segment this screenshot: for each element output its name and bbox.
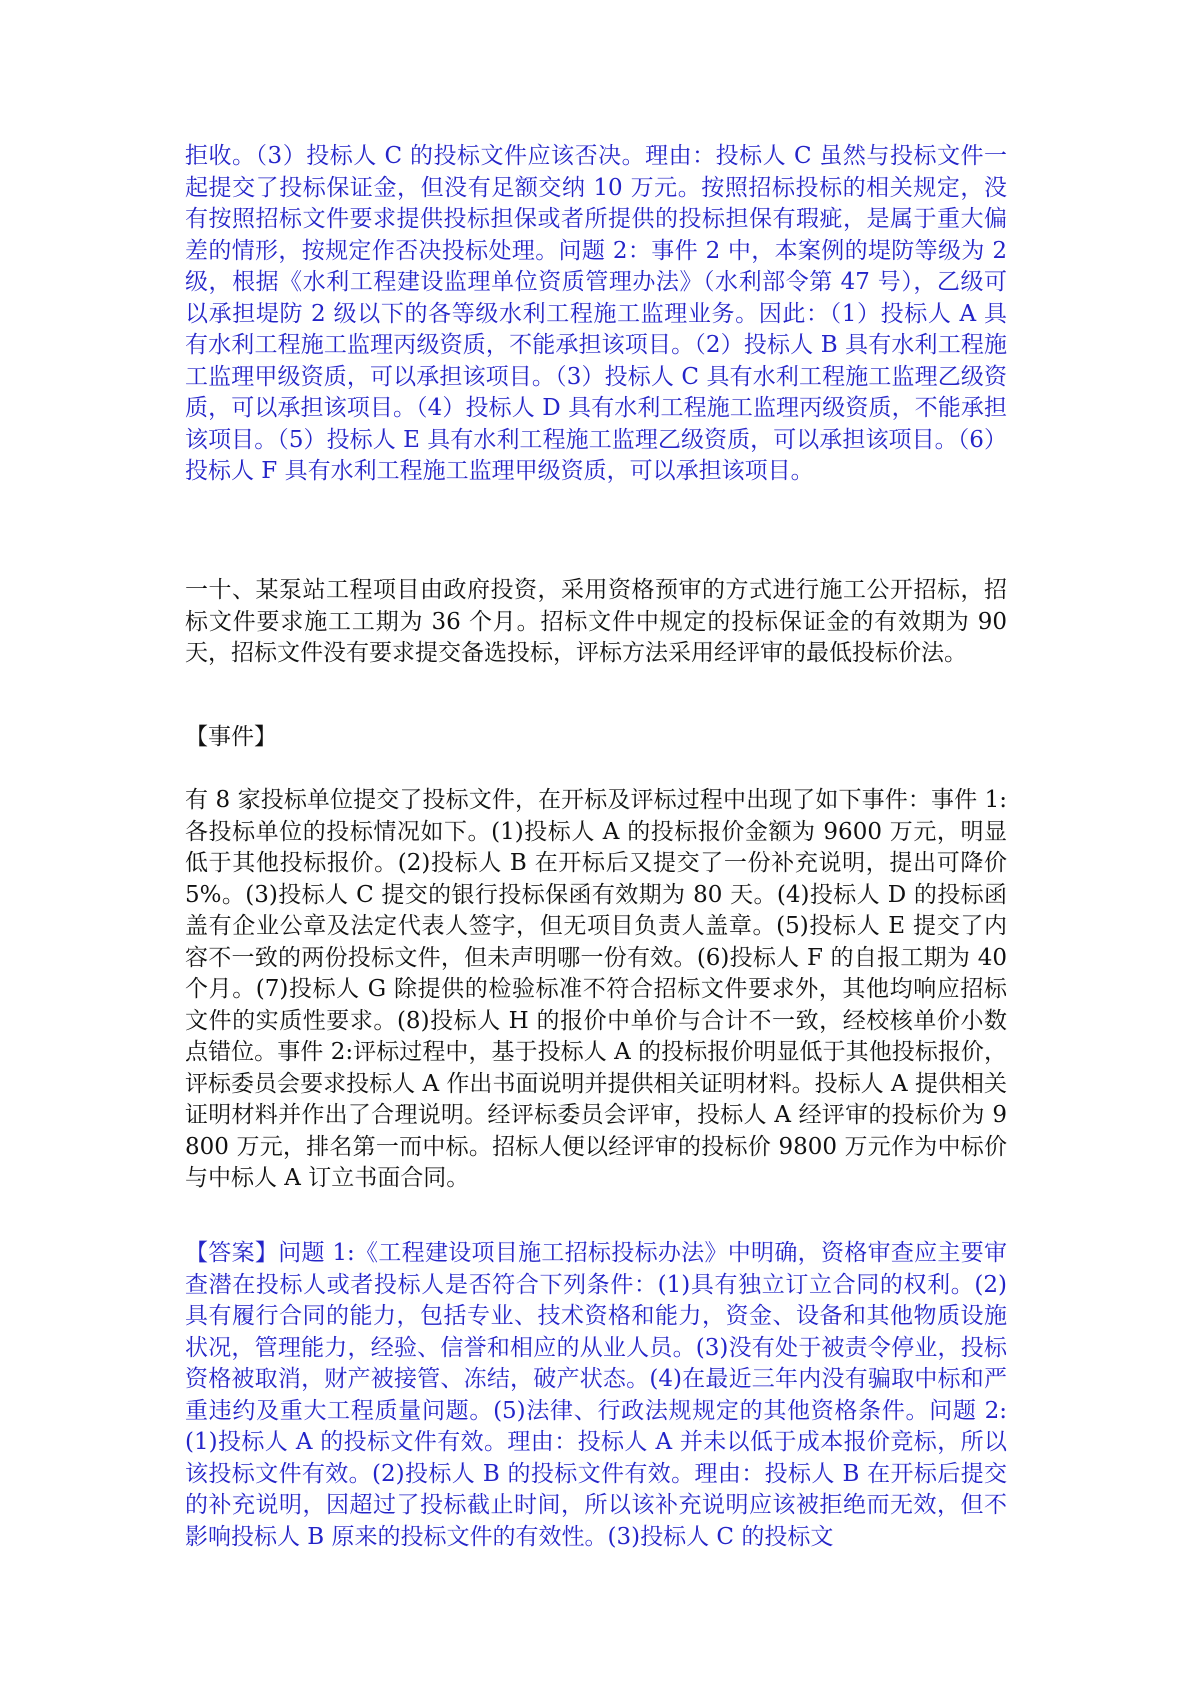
answer-label: 【答案】 xyxy=(185,1240,279,1266)
answer-paragraph xyxy=(185,1238,1007,1553)
question-ten-intro-paragraph: 一十、某泵站工程项目由政府投资，采用资格预审的方式进行施工公开招标，招标文件要求施工工期为 36 个月。招标文件中规定的投标保证金的有效期为 90 天，招标文件没有要求提交备选投标，评标方法采用经评审的最低投标价法。 xyxy=(185,577,1007,666)
answer-body-text: 问题 1:《工程建设项目施工招标投标办法》中明确，资格审查应主要审查潜在投标人或者投标人是否符合下列条件：(1)具有独立订立合同的权利。(2)具有履行合同的能力，包括专业、技术资格和能力，资金、设备和其他物质设施状况，管理能力，经验、信誉和相应的从业人员。(3)没有处于被责令停业，投标资格被取消，财产被接管、冻结，破产状态。(4)在最近三年内没有骗取中标和严重违约及重大工程质量问题。(5)法律、行政法规规定的其他资格条件。问题 2:(1)投标人 A 的投标文件有效。理由：投标人 A 并未以低于成本报价竞标，所以该投标文件有效。(2)投标人 B 的投标文件有效。理由：投标人 B 在开标后提交的补充说明，因超过了投标截止时间，所以该补充说明应该被拒绝而无效，但不影响投标人 B 原来的投标文件的有效性。(3)投标人 C 的投标文 xyxy=(185,1240,1008,1550)
answer-continuation-paragraph: 拒收。（3）投标人 C 的投标文件应该否决。理由：投标人 C 虽然与投标文件一起提交了投标保证金，但没有足额交纳 10 万元。按照招标投标的相关规定，没有按照招标文件要求提供投标担保或者所提供的投标担保有瑕疵，是属于重大偏差的情形，按规定作否决投标处理。问题 2：事件 2 中，本案例的堤防等级为 2 级，根据《水利工程建设监理单位资质管理办法》（水利部令第 47 号），乙级可以承担堤防 2 级以下的各等级水利工程施工监理业务。因此：（1）投标人 A 具有水利工程施工监理丙级资质，不能承担该项目。（2）投标人 B 具有水利工程施工监理甲级资质，可以承担该项目。（3）投标人 C 具有水利工程施工监理乙级资质，可以承担该项目。（4）投标人 D 具有水利工程施工监理丙级资质，不能承担该项目。（5）投标人 E 具有水利工程施工监理乙级资质，可以承担该项目。（6）投标人 F 具有水利工程施工监理甲级资质，可以承担该项目。 xyxy=(185,143,1007,484)
event-heading: 【事件】 xyxy=(185,724,277,750)
event-body-paragraph: 有 8 家投标单位提交了投标文件，在开标及评标过程中出现了如下事件：事件 1:各投标单位的投标情况如下。(1)投标人 A 的投标报价金额为 9600 万元，明显低于其他投标报价。(2)投标人 B 在开标后又提交了一份补充说明，提出可降价 5%。(3)投标人 C 提交的银行投标保函有效期为 80 天。(4)投标人 D 的投标函盖有企业公章及法定代表人签字，但无项目负责人盖章。(5)投标人 E 提交了内容不一致的两份投标文件，但未声明哪一份有效。(6)投标人 F 的自报工期为 40 个月。(7)投标人 G 除提供的检验标准不符合招标文件要求外，其他均响应招标文件的实质性要求。(8)投标人 H 的报价中单价与合计不一致，经校核单价小数点错位。事件 2:评标过程中，基于投标人 A 的投标报价明显低于其他投标报价，评标委员会要求投标人 A 作出书面说明并提供相关证明材料。投标人 A 提供相关证明材料并作出了合理说明。经评标委员会评审，投标人 A 经评审的投标价为 9800 万元，排名第一而中标。招标人便以经评审的投标价 9800 万元作为中标价与中标人 A 订立书面合同。 xyxy=(185,787,1007,1191)
